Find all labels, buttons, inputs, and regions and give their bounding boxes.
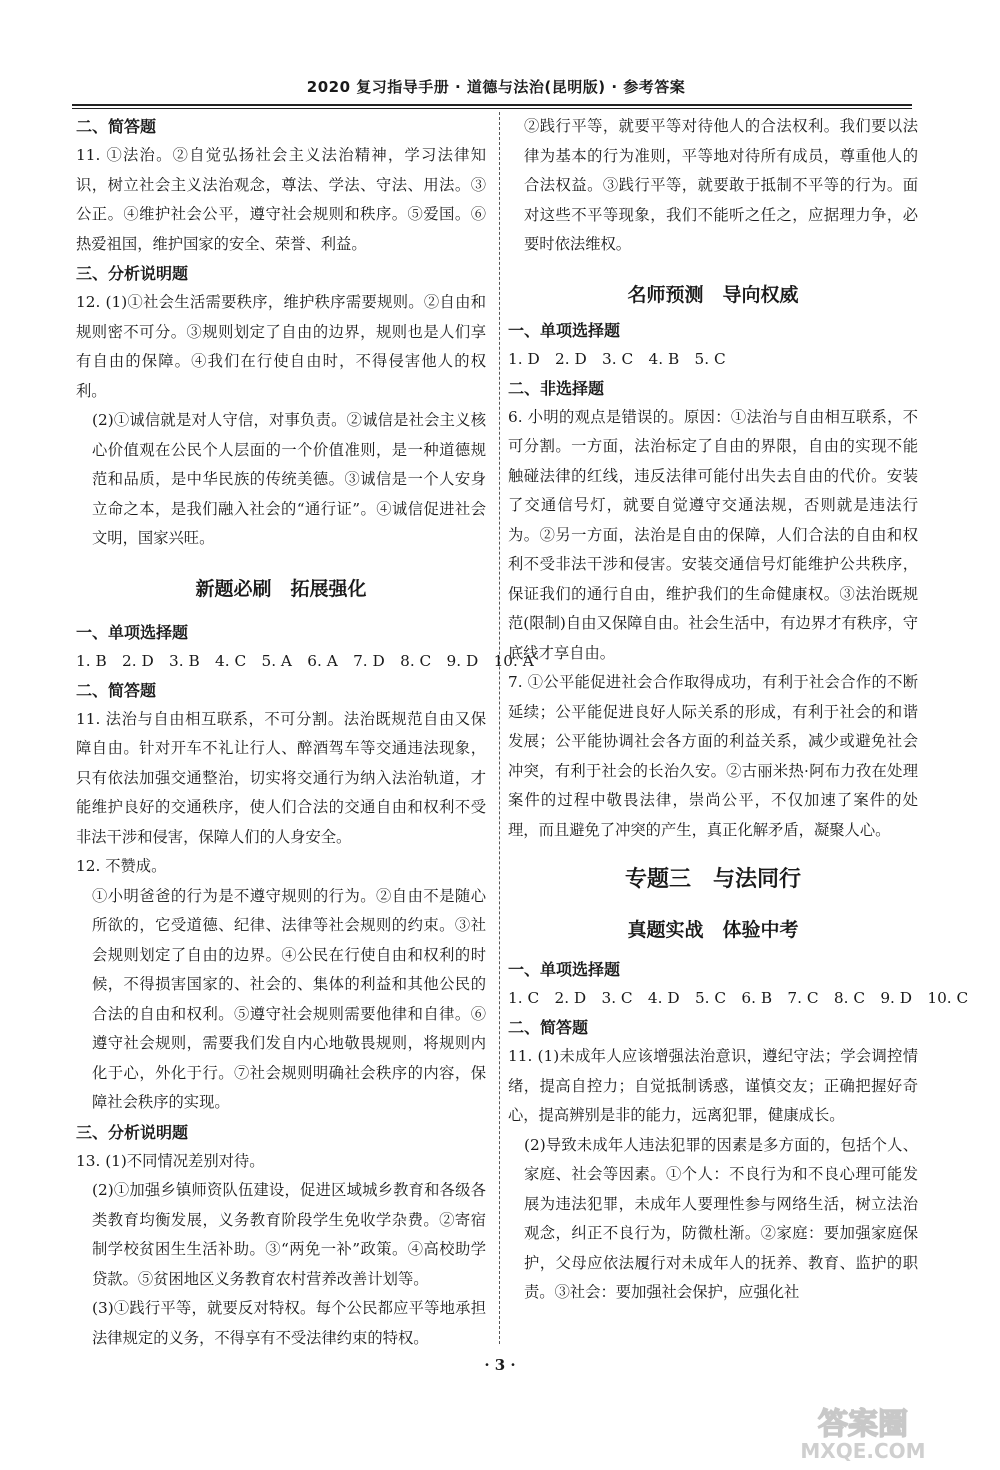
section-heading: 一、单项选择题 <box>508 320 621 340</box>
watermark-logo-text: 答案圈 <box>818 1407 908 1442</box>
answer-13-2: (2)①加强乡镇师资队伍建设，促进区域城乡教育和各级各类教育均衡发展，义务教育阶段学生免收学杂费。②寄宿制学校贫困生生活补助。③“两免一补”政策。④高校助学贷款。⑤贫困地区义务教育农村营养改善计划等。 <box>92 1181 486 1288</box>
part-title: 新题必刷 拓展强化 <box>195 577 367 600</box>
section-heading: 二、非选择题 <box>508 378 605 398</box>
section-heading: 一、单项选择题 <box>508 960 621 979</box>
right-column <box>508 112 969 1308</box>
answer-11b: 11. 法治与自由相互联系，不可分割。法治既规范自由又保障自由。针对开车不礼让行人、醉酒驾车等交通违法现象，只有依法加强交通整治，切实将交通行为纳入法治轨道，才能维护良好的交通秩序，使人们合法的交通自由和权利不受非法干涉和侵害，保障人们的人身安全。 <box>76 709 486 846</box>
page-header: 2020 复习指导手册 · 道德与法治(昆明版) · 参考答案 <box>306 78 686 96</box>
column-divider <box>499 112 500 1344</box>
answer-12b: 12. 不赞成。 <box>76 857 167 875</box>
header-rule-thin <box>72 108 912 109</box>
answer-6: 6. 小明的观点是错误的。原因：①法治与自由相互联系，不可分割。一方面，法治标定了自由的界限，自由的实现不能触碰法律的红线，违反法律可能付出失去自由的代价。安装了交通信号灯，就要自觉遵守交通法规，否则就是违法行为。②另一方面，法治是自由的保障，人们合法的自由和权利不受非法干涉和侵害。安装交通信号灯能维护公共秩序，保证我们的通行自由，维护我们的生命健康权。③法治既规范(限制)自由又保障自由。社会生活中，有边界才有秩序，守底线才享自由。 <box>508 407 918 662</box>
part-title: 名师预测 导向权威 <box>627 283 799 306</box>
answer-13-3-cont: ②践行平等，就要平等对待他人的合法权利。我们要以法律为基本的行为准则，平等地对待所有成员，尊重他人的合法权益。③践行平等，就要敢于抵制不平等的行为。面对这些不平等现象，我们不能听之任之，应据理力争，必要时依法维权。 <box>524 117 918 253</box>
watermark-logo <box>788 1400 938 1462</box>
answer-7: 7. ①公平能促进社会合作取得成功，有利于社会合作的不断延续；公平能促进良好人际关系的形成，有利于社会的和谐发展；公平能协调社会各方面的利益关系，减少或避免社会冲突，有利于社会的长治久安。②古丽米热·阿布力孜在处理案件的过程中敬畏法律，崇尚公平，不仅加速了案件的处理，而且避免了冲突的产生，真正化解矛盾，凝聚人心。 <box>508 673 918 839</box>
page-number: · 3 · <box>484 1356 516 1374</box>
watermark-url: MXQE.COM <box>800 1439 926 1462</box>
answer-13-3: (3)①践行平等，就要反对特权。每个公民都应平等地承担法律规定的义务，不得享有不受法律约束的特权。 <box>92 1299 486 1347</box>
choice-answers: 1. C 2. D 3. C 4. D 5. C 6. B 7. C 8. C 9. D 10. C <box>508 989 969 1007</box>
part-title: 真题实战 体验中考 <box>627 919 799 941</box>
section-heading: 二、简答题 <box>76 117 157 136</box>
section-heading: 二、简答题 <box>76 680 157 700</box>
topic-title: 专题三 与法同行 <box>624 867 801 892</box>
section-heading: 二、简答题 <box>508 1018 589 1037</box>
left-column <box>76 112 534 1353</box>
header-rule <box>72 104 912 106</box>
answer-12-1: 12. (1)①社会生活需要秩序，维护秩序需要规则。②自由和规则密不可分。③规则划定了自由的边界，规则也是人们享有自由的保障。④我们在行使自由时，不得侵害他人的权利。 <box>76 293 486 400</box>
answer-12-2: (2)①诚信就是对人守信，对事负责。②诚信是社会主义核心价值观在公民个人层面的一个价值准则，是一种道德规范和品质，是中华民族的传统美德。③诚信是一个人安身立命之本，是我们融入社会的“通行证”。④诚信促进社会文明，国家兴旺。 <box>92 411 486 547</box>
choice-answers: 1. B 2. D 3. B 4. C 5. A 6. A 7. D 8. C 9. D 10. A <box>76 651 534 670</box>
answer-13-1: 13. (1)不同情况差别对待。 <box>76 1151 265 1170</box>
section-heading: 三、分析说明题 <box>76 1122 189 1142</box>
choice-answers: 1. D 2. D 3. C 4. B 5. C <box>508 349 726 368</box>
answer-11-1: 11. (1)未成年人应该增强法治意识，遵纪守法；学会调控情绪，提高自控力；自觉抵制诱惑，谨慎交友；正确把握好奇心，提高辨别是非的能力，远离犯罪，健康成长。 <box>508 1047 918 1124</box>
answer-11: 11. ①法治。②自觉弘扬社会主义法治精神，学习法律知识，树立社会主义法治观念，尊法、学法、守法、用法。③公正。④维护社会公平，遵守社会规则和秩序。⑤爱国。⑥热爱祖国，维护国家的安全、荣誉、利益。 <box>76 146 486 253</box>
answer-12b-detail: ①小明爸爸的行为是不遵守规则的行为。②自由不是随心所欲的，它受道德、纪律、法律等社会规则的约束。③社会规则划定了自由的边界。④公民在行使自由和权利的时候，不得损害国家的、社会的、集体的利益和其他公民的合法的自由和权利。⑤遵守社会规则需要他律和自律。⑥遵守社会规则，需要我们发自内心地敬畏规则，将规则内化于心，外化于行。⑦社会规则明确社会秩序的内容，保障社会秩序的实现。 <box>92 886 486 1111</box>
section-heading: 三、分析说明题 <box>76 264 189 283</box>
answer-11-2: (2)导致未成年人违法犯罪的因素是多方面的，包括个人、家庭、社会等因素。①个人：不良行为和不良心理可能发展为违法犯罪，未成年人要理性参与网络生活，树立法治观念，纠正不良行为，防微杜渐。②家庭：要加强家庭保护，父母应依法履行对未成年人的抚养、教育、监护的职责。③社会：要加强社会保护，应强化社 <box>524 1135 918 1301</box>
section-heading: 一、单项选择题 <box>76 622 189 642</box>
